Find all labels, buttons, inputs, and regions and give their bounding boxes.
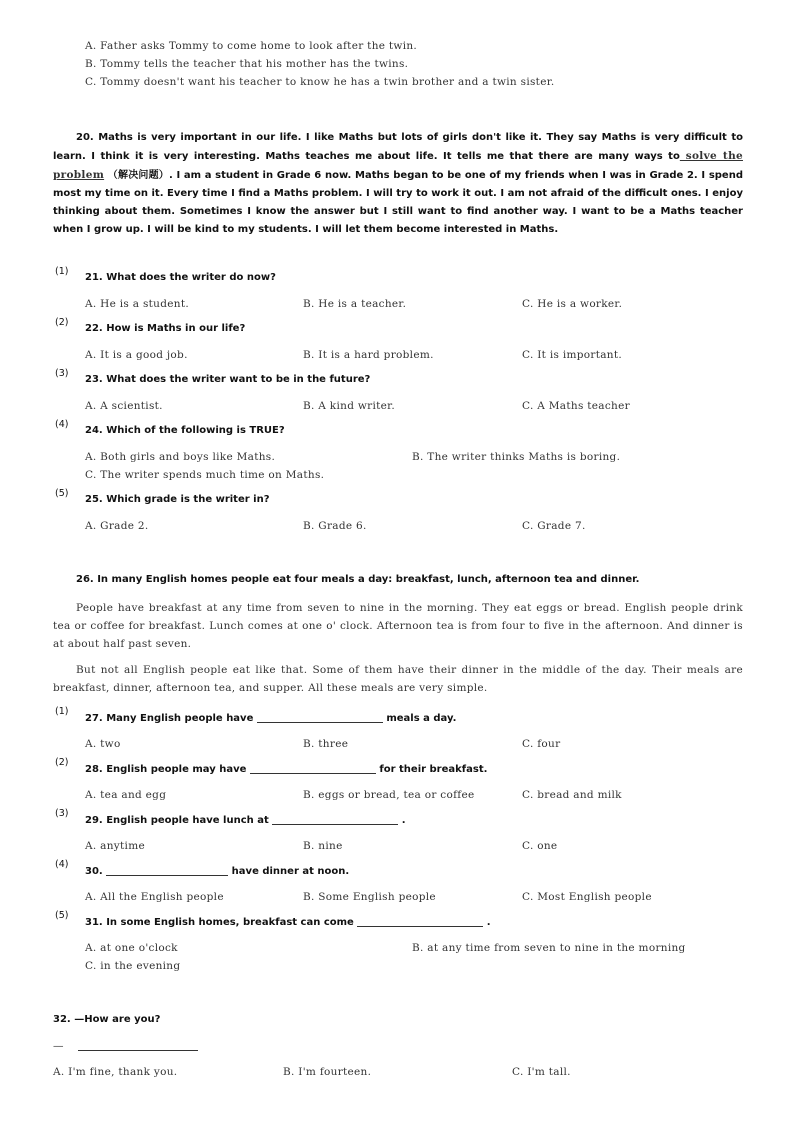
choice-a[interactable]: A. Both girls and boys like Maths. [85,451,276,463]
option-b: B. Tommy tells the teacher that his mother has the twins. [85,58,409,70]
question-number: (3) [55,808,69,819]
choice-a[interactable]: A. I'm fine, thank you. [53,1066,178,1078]
choice-c[interactable]: C. one [522,840,558,852]
answer-blank[interactable] [78,1040,198,1051]
question-number: (5) [55,488,69,499]
question-number: (4) [55,859,69,870]
question-number: (1) [55,266,69,277]
choice-b[interactable]: B. He is a teacher. [303,298,407,310]
choice-c[interactable]: C. bread and milk [522,789,622,801]
question-number: (1) [55,706,69,717]
passage-20-before: 20. Maths is very important in our life. I like Maths but lots of girls don't like it. They say Maths is very difficult to learn. I think it is very interesting. Maths teaches me about life. It tells me that there are many ways to [53,132,743,162]
passage-20 [53,129,743,239]
choice-c[interactable]: C. four [522,738,561,750]
passage-20-after: （解决问题）. I am a student in Grade 6 now. Maths began to be one of my friends when I was in Grade 2. I spend most my time on it. Every time I find a Maths problem. I will try to work it out. I am not afraid of the difficult ones. I enjoy thinking about them. Sometimes I know the answer but I still want to find another way. I want to be a Maths teacher when I grow up. I will be kind to my students. I will let them become interested in Maths. [53,170,743,235]
underlined-phrase: solve the problem [53,150,743,181]
choice-a[interactable]: A. He is a student. [85,298,189,310]
choice-b[interactable]: B. The writer thinks Maths is boring. [412,451,621,463]
choice-c[interactable]: C. in the evening [85,960,181,972]
answer-blank[interactable] [272,814,398,825]
question-text: 31. In some English homes, breakfast can come . [85,917,491,928]
choice-a[interactable]: A. It is a good job. [85,349,188,361]
answer-blank[interactable] [250,763,376,774]
passage-26-heading: 26. In many English homes people eat four meals a day: breakfast, lunch, afternoon tea and dinner. [76,574,640,585]
choice-a[interactable]: A. A scientist. [85,400,163,412]
question-text: 32. —How are you? [53,1014,161,1025]
choice-a[interactable]: A. All the English people [85,891,224,903]
choice-c[interactable]: C. The writer spends much time on Maths. [85,469,325,481]
question-text: 23. What does the writer want to be in the future? [85,374,371,385]
question-text: 28. English people may have for their breakfast. [85,764,488,775]
question-text: 24. Which of the following is TRUE? [85,425,285,436]
choice-c[interactable]: C. I'm tall. [512,1066,571,1078]
choice-b[interactable]: B. A kind writer. [303,400,395,412]
passage-26-paragraph-1: People have breakfast at any time from seven to nine in the morning. They eat eggs or bread. English people drink tea or coffee for breakfast. Lunch comes at one o' clock. Afternoon tea is from four to five in the afternoon. And dinner is at about half past seven. [53,602,743,650]
question-text: 25. Which grade is the writer in? [85,494,270,505]
choice-b[interactable]: B. I'm fourteen. [283,1066,372,1078]
option-c: C. Tommy doesn't want his teacher to know he has a twin brother and a twin sister. [85,76,555,88]
choice-c[interactable]: C. Grade 7. [522,520,586,532]
choice-c[interactable]: C. Most English people [522,891,652,903]
choice-c[interactable]: C. He is a worker. [522,298,623,310]
answer-blank[interactable] [257,712,383,723]
question-text: 29. English people have lunch at . [85,815,406,826]
answer-blank[interactable] [357,916,483,927]
choice-b[interactable]: B. Grade 6. [303,520,367,532]
choice-a[interactable]: A. two [85,738,121,750]
question-text: 27. Many English people have meals a day. [85,713,457,724]
passage-26-paragraph-2: But not all English people eat like that. Some of them have their dinner in the middle of the day. Their meals are breakfast, dinner, afternoon tea, and supper. All these meals are very simple. [53,664,743,694]
question-text: 30. have dinner at noon. [85,866,350,877]
question-number: (2) [55,757,69,768]
choice-a[interactable]: A. at one o'clock [85,942,178,954]
choice-b[interactable]: B. Some English people [303,891,436,903]
choice-a[interactable]: A. tea and egg [85,789,167,801]
choice-b[interactable]: B. It is a hard problem. [303,349,434,361]
option-a: A. Father asks Tommy to come home to look after the twin. [85,40,418,52]
question-number: (4) [55,419,69,430]
choice-c[interactable]: C. It is important. [522,349,622,361]
question-number: (3) [55,368,69,379]
question-text: 22. How is Maths in our life? [85,323,246,334]
choice-b[interactable]: B. eggs or bread, tea or coffee [303,789,475,801]
choice-b[interactable]: B. three [303,738,349,750]
question-text: 21. What does the writer do now? [85,272,276,283]
choice-c[interactable]: C. A Maths teacher [522,400,630,412]
choice-b[interactable]: B. nine [303,840,343,852]
question-number: (5) [55,910,69,921]
choice-a[interactable]: A. anytime [85,840,145,852]
answer-blank[interactable] [106,865,228,876]
question-number: (2) [55,317,69,328]
choice-b[interactable]: B. at any time from seven to nine in the morning [412,942,686,954]
dialogue-dash: — [53,1040,198,1052]
choice-a[interactable]: A. Grade 2. [85,520,149,532]
